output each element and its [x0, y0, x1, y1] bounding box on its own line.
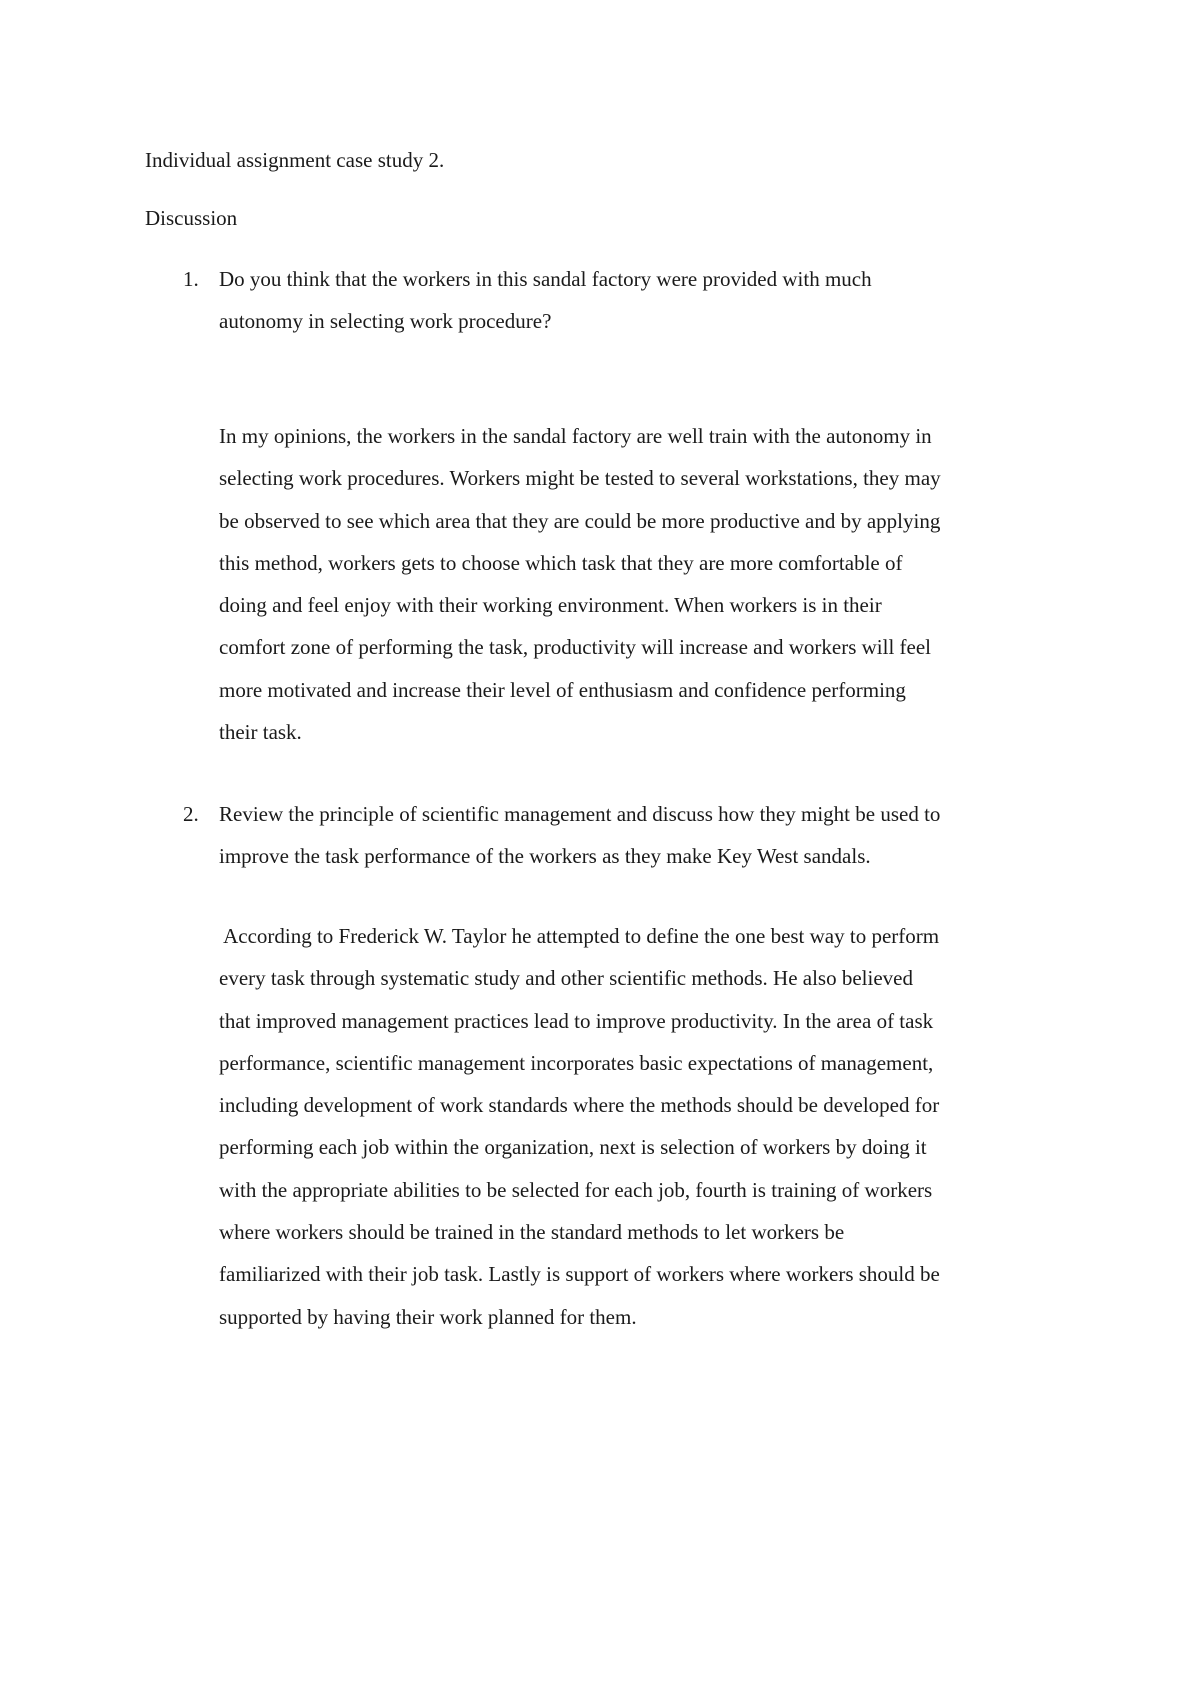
answer-line: with the appropriate abilities to be selected for each job, fourth is training of workers [219, 1177, 933, 1202]
item-number: 1. [183, 267, 199, 291]
answer-line: supported by having their work planned for them. [219, 1304, 637, 1329]
answer-line: more motivated and increase their level of enthusiasm and confidence performing [219, 677, 906, 702]
answer-line: comfort zone of performing the task, productivity will increase and workers will feel [219, 635, 932, 660]
question-text [219, 258, 1059, 343]
question-line: improve the task performance of the workers as they make Key West sandals. [219, 844, 871, 869]
answer-line: selecting work procedures. Workers might be tested to several workstations, they may [219, 466, 941, 491]
question-line: Review the principle of scientific management and discuss how they might be used to [219, 802, 941, 826]
answer-line: be observed to see which area that they are could be more productive and by applying [219, 508, 941, 533]
question-line: autonomy in selecting work procedure? [219, 309, 552, 334]
answer-paragraph [219, 915, 1059, 1338]
answer-line: every task through systematic study and other scientific methods. He also believed [219, 966, 913, 991]
answer-line: including development of work standards where the methods should be developed for [219, 1093, 940, 1118]
question-text [219, 793, 1059, 878]
answer-line: performance, scientific management incorporates basic expectations of management, [219, 1050, 934, 1075]
section-heading: Discussion [145, 206, 238, 230]
document-title: Individual assignment case study 2. [145, 148, 445, 172]
answer-line: According to Frederick W. Taylor he attempted to define the one best way to perform [219, 924, 940, 948]
answer-line: this method, workers gets to choose which task that they are more comfortable of [219, 550, 903, 575]
answer-line: In my opinions, the workers in the sandal factory are well train with the autonomy in [219, 424, 932, 448]
answer-line: familiarized with their job task. Lastly is support of workers where workers should be [219, 1262, 940, 1287]
item-number: 2. [183, 802, 199, 826]
answer-line: doing and feel enjoy with their working environment. When workers is in their [219, 593, 882, 618]
answer-paragraph [219, 415, 1059, 753]
answer-line: that improved management practices lead to improve productivity. In the area of task [219, 1008, 934, 1033]
answer-line: where workers should be trained in the standard methods to let workers be [219, 1220, 845, 1245]
question-line: Do you think that the workers in this sandal factory were provided with much [219, 267, 872, 291]
answer-line: performing each job within the organization, next is selection of workers by doing it [219, 1135, 927, 1160]
answer-line: their task. [219, 720, 302, 745]
